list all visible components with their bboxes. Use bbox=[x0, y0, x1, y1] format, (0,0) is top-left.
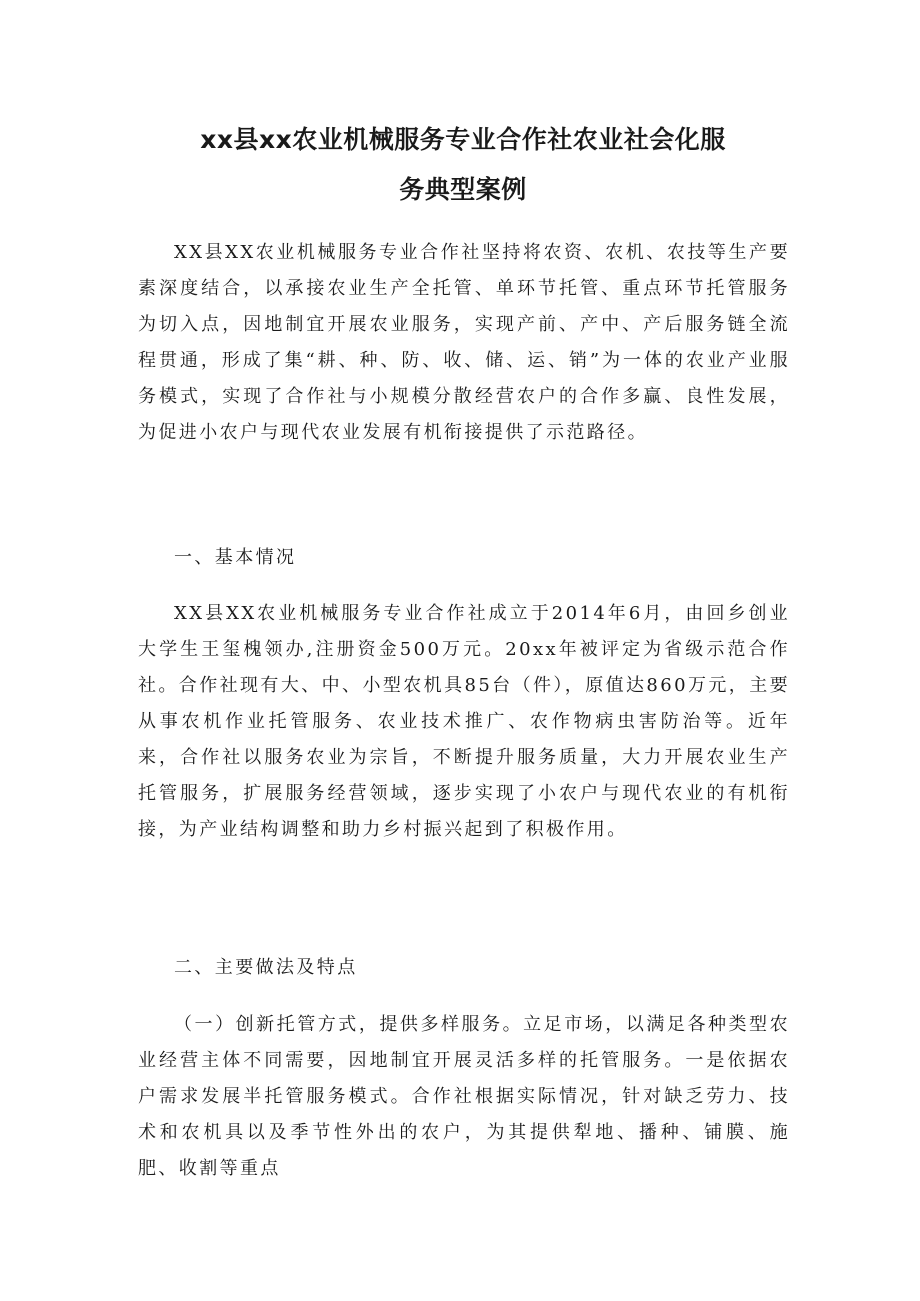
intro-paragraph: XX县XX农业机械服务专业合作社坚持将农资、农机、农技等生产要素深度结合，以承接农业生产全托管、单环节托管、重点环节托管服务为切入点，因地制宜开展农业服务，实现产前、产中、产后服务链全流程贯通，形成了集“耕、种、防、收、储、运、销”为一体的农业产业服务模式，实现了合作社与小规模分散经营农户的合作多赢、良性发展，为促进小农户与现代农业发展有机衔接提供了示范路径。 bbox=[138, 242, 790, 443]
section1-paragraph: XX县XX农业机械服务专业合作社成立于2014年6月，由回乡创业大学生王玺槐领办,注册资金500万元。20xx年被评定为省级示范合作社。合作社现有大、中、小型农机具85台（件），原值达860万元，主要从事农机作业托管服务、农业技术推广、农作物病虫害防治等。近年来，合作社以服务农业为宗旨，不断提升服务质量，大力开展农业生产托管服务，扩展服务经营领域，逐步实现了小农户与现代农业的有机衔接，为产业结构调整和助力乡村振兴起到了积极作用。 bbox=[138, 603, 790, 840]
section2-paragraph: （一）创新托管方式，提供多样服务。立足市场，以满足各种类型农业经营主体不同需要，因地制宜开展灵活多样的托管服务。一是依据农户需求发展半托管服务模式。合作社根据实际情况，针对缺乏劳力、技术和农机具以及季节性外出的农户，为其提供犁地、播种、铺膜、施肥、收割等重点 bbox=[138, 1014, 790, 1179]
document-title-line2: 务典型案例 bbox=[399, 175, 527, 204]
section2-heading: 二、主要做法及特点 bbox=[174, 957, 358, 978]
document-title-line1: xx县xx农业机械服务专业合作社农业社会化服 bbox=[200, 125, 726, 154]
section1-heading: 一、基本情况 bbox=[174, 547, 297, 568]
